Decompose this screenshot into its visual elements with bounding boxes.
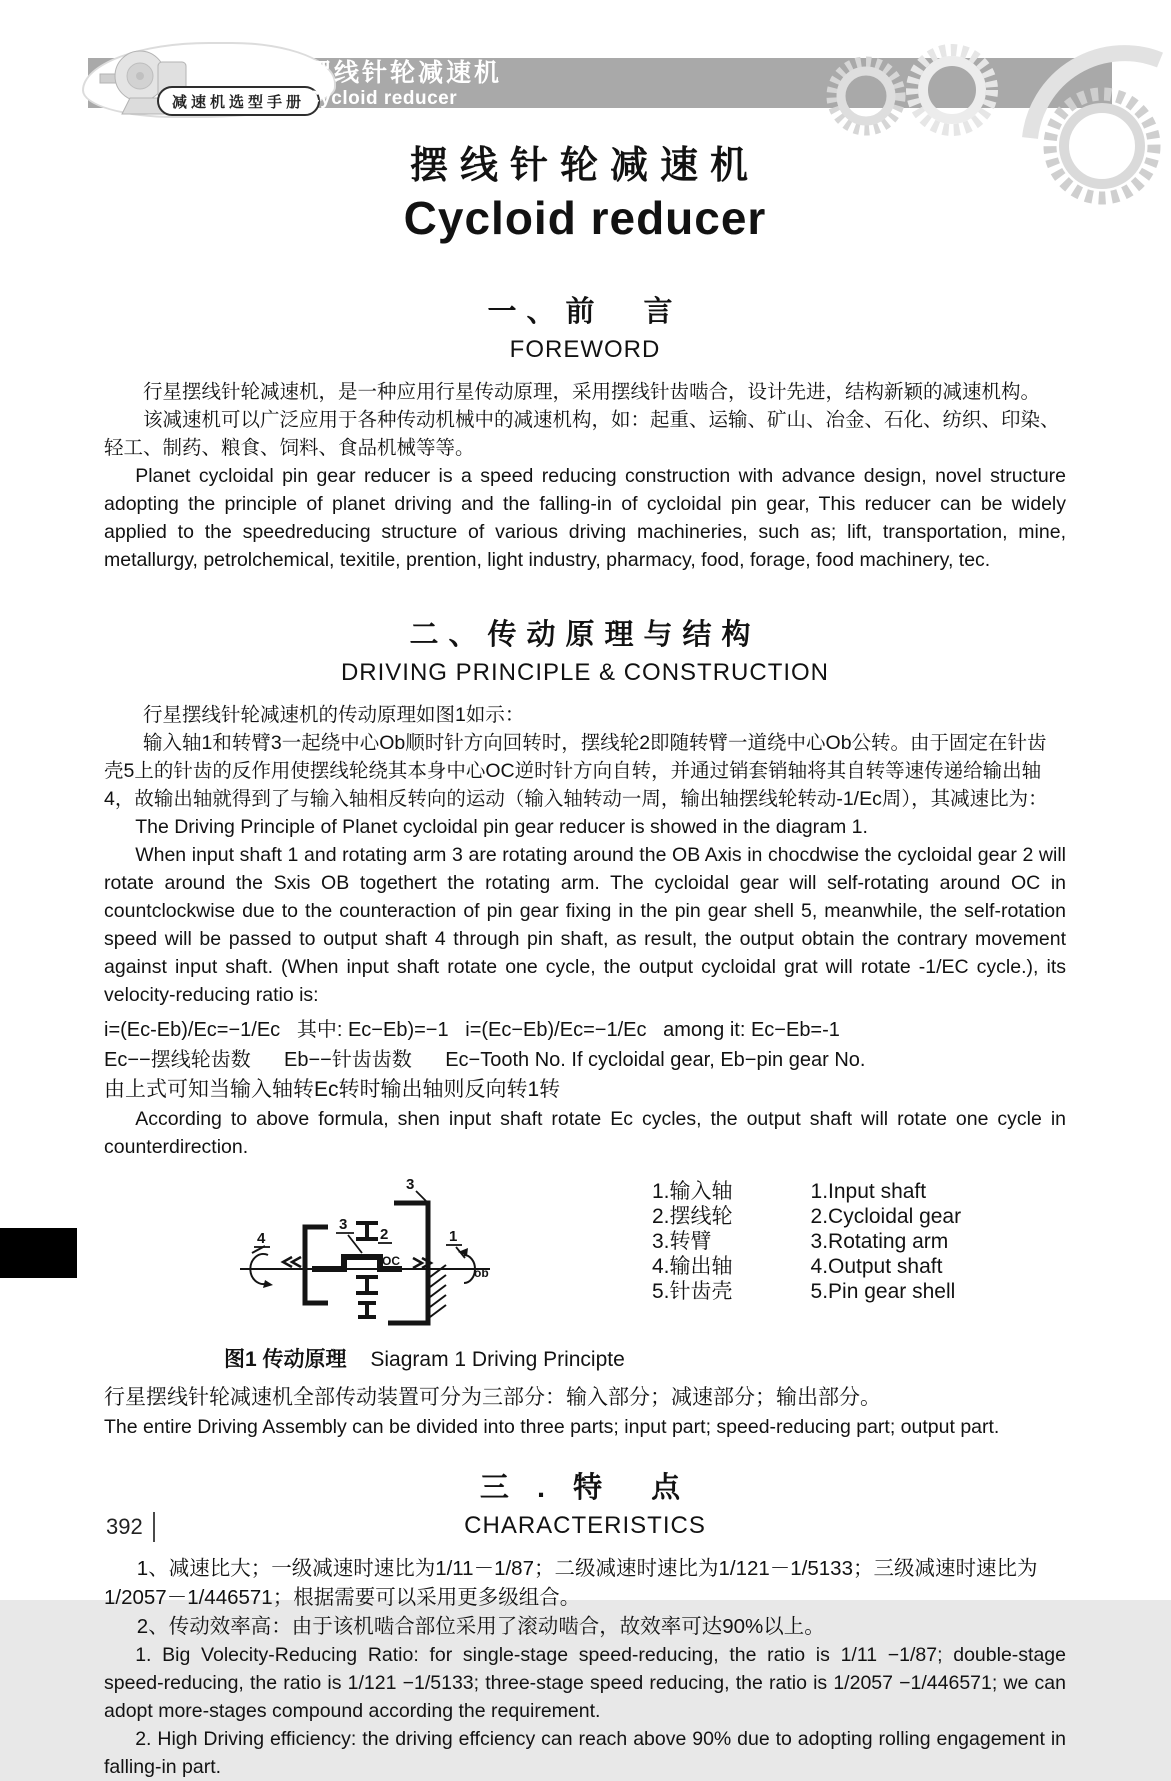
page-title-en: Cycloid reducer	[403, 192, 767, 244]
diagram-mark-output-shaft: 4	[257, 1230, 266, 1247]
principle-paragraph-zh-1: 行星摆线针轮减速机的传动原理如图1如示：	[143, 704, 525, 726]
driving-principle-diagram	[232, 1173, 502, 1341]
principle-conclusion-zh: 由上式可知当输入轴转Ec转时输出轴则反向转1转	[104, 1078, 561, 1101]
assembly-paragraph-en: The entire Driving Assembly can be divided into three parts; input part; speed-reducing part; output part.	[104, 1416, 1000, 1438]
diagram-mark-rotating-arm-top: 3	[406, 1176, 415, 1193]
legend-item-en: 5.Pin gear shell	[810, 1280, 956, 1303]
principle-paragraph-zh-2: 输入轴1和转臂3一起绕中心Ob顺时针方向回转时，摆线轮2即随转臂一道绕中心Ob公转。由于固定在针齿壳5上的针齿的反作用使摆线轮绕其本身中心OC逆时针方向自转，并通过销套销轴将其自转等速传递给输出轴4，故输出轴就得到了与输入轴相反转向的运动（输入轴转动一周，输出轴摆线轮转动-1/Ec周），其减速比为：	[104, 732, 1048, 810]
characteristics-item-en-2: 2. High Driving efficiency: the driving effciency can reach above 90% due to adopting rolling engagement in falling-in part.	[104, 1728, 1066, 1778]
foreword-paragraph-en: Planet cycloidal pin gear reducer is a speed reducing construction with advance design, novel structure adopting the principle of planet driving and the falling-in of cycloidal pin gear, This reducer can be widely applied to the speedreducing structure of various driving machineries, such as; lift, transportation, mine, metallurgy, petrolchemical, texitile, prention, light industry, pharmacy, food, forage, food machinery, tec.	[104, 465, 1066, 571]
manual-label-pill	[157, 86, 320, 116]
figure-caption-en: Siagram 1 Driving Principte	[370, 1348, 625, 1371]
principle-conclusion-en: According to above formula, shen input shaft rotate Ec cycles, the output shaft will rotate one cycle in counterdirection.	[104, 1108, 1066, 1158]
figure-legend-zh	[652, 1179, 733, 1304]
section-heading-principle-en: DRIVING PRINCIPLE & CONSTRUCTION	[340, 659, 830, 686]
characteristics-item-en-1: 1. Big Volecity-Reducing Ratio: for single-stage speed-reducing, the ratio is 1/11 −1/87; double-stage speed-reducing, the ratio is 1/121 −1/5133; three-stage speed reducing, the ratio is 1/2057 −1/446571; we can adopt more-stages compound according the requirement.	[104, 1644, 1066, 1722]
figure-caption-zh: 图1 传动原理	[224, 1348, 347, 1371]
figure-1	[104, 1173, 1066, 1341]
page-title-zh: 摆线针轮减速机	[409, 145, 760, 187]
section-heading-foreword-en: FOREWORD	[509, 336, 661, 363]
reduction-ratio-formula: i=(Ec-Eb)/Ec=−1/Ec 其中: Ec−Eb)=−1 i=(Ec−Eb)/Ec=−1/Ec among it: Ec−Eb=-1	[104, 1019, 840, 1041]
legend-item-zh: 2.摆线轮	[652, 1205, 733, 1228]
figure-caption	[224, 1343, 1066, 1373]
diagram-mark-oc-center: OC	[382, 1254, 400, 1268]
section-heading-principle-zh: 二、传动原理与结构	[409, 619, 761, 651]
gears-decoration-graphic	[800, 38, 1171, 142]
section-heading-characteristics	[104, 1465, 1066, 1540]
characteristics-item-zh-1: 1、减速比大；一级减速时速比为1/11－1/87；二级减速时速比为1/121－1/5133；三级减速时速比为1/2057－1/446571；根据需要可以采用更多级组合。	[104, 1557, 1038, 1609]
section-heading-foreword-zh: 一、前 言	[487, 296, 683, 328]
section-heading-foreword	[104, 289, 1066, 364]
diagram-mark-ob-center: ob	[474, 1266, 489, 1280]
legend-item-zh: 3.转臂	[652, 1230, 712, 1253]
diagram-mark-input-shaft: 1	[449, 1228, 458, 1245]
section-heading-characteristics-en: CHARACTERISTICS	[464, 1512, 706, 1539]
page-number-divider	[153, 1512, 155, 1542]
print-registration-block	[0, 1228, 77, 1278]
formula-legend: Ec−−摆线轮齿数 Eb−−针齿齿数 Ec−Tooth No. If cycloidal gear, Eb−pin gear No.	[104, 1049, 866, 1071]
manual-label-text: 减速机选型手册	[172, 93, 306, 111]
page-title	[104, 134, 1066, 245]
legend-item-zh: 4.输出轴	[652, 1255, 733, 1278]
legend-item-en: 1.Input shaft	[810, 1180, 927, 1203]
section-heading-principle	[104, 612, 1066, 687]
diagram-mark-rotating-arm: 3	[339, 1216, 348, 1233]
banner-title-zh: 摆线针轮减速机	[306, 59, 503, 87]
principle-paragraph-en-1: The Driving Principle of Planet cycloidal pin gear reducer is showed in the diagram 1.	[135, 816, 868, 838]
diagram-mark-cycloidal-gear: 2	[380, 1226, 389, 1243]
assembly-paragraph-zh: 行星摆线针轮减速机全部传动装置可分为三部分：输入部分；减速部分；输出部分。	[104, 1386, 881, 1409]
content-column	[104, 134, 1066, 1781]
page-footer	[106, 1512, 155, 1542]
page-number: 392	[106, 1514, 143, 1539]
legend-item-en: 3.Rotating arm	[810, 1230, 949, 1253]
principle-paragraph-en-2: When input shaft 1 and rotating arm 3 are rotating around the OB Axis in chocdwise the cycloidal gear 2 will rotate around the Sxis OB togethert the rotating arm. The cycloidal gear will self-rotating around OC in countclockwise due to the counteraction of pin gear fixing in the pin gear shell 5, meanwhile, the self-rotation speed will be passed to output shaft 4 through pin shaft, as result, the output obtain the contrary movement against input shaft. (When input shaft rotate one cycle, the output cycloidal grat will rotate -1/EC cycle.), its velocity-reducing ratio is:	[104, 844, 1066, 1006]
legend-item-en: 4.Output shaft	[810, 1255, 943, 1278]
section-heading-characteristics-zh: 三 . 特 点	[479, 1472, 691, 1504]
legend-item-zh: 5.针齿壳	[652, 1280, 733, 1303]
banner-title-en: Cycloid reducer	[306, 88, 458, 109]
foreword-paragraph-zh-1: 行星摆线针轮减速机，是一种应用行星传动原理，采用摆线针齿啮合，设计先进，结构新颖的减速机构。	[143, 381, 1041, 403]
figure-legend-en	[811, 1179, 962, 1304]
characteristics-item-zh-2: 2、传动效率高：由于该机啮合部位采用了滚动啮合，故效率可达90%以上。	[136, 1615, 825, 1638]
foreword-paragraph-zh-2: 该减速机可以广泛应用于各种传动机械中的减速机构，如：起重、运输、矿山、冶金、石化、纺织、印染、轻工、制药、粮食、饲料、食品机械等等。	[104, 409, 1060, 459]
legend-item-zh: 1.输入轴	[652, 1180, 733, 1203]
legend-item-en: 2.Cycloidal gear	[810, 1205, 962, 1228]
banner-title	[306, 61, 502, 108]
